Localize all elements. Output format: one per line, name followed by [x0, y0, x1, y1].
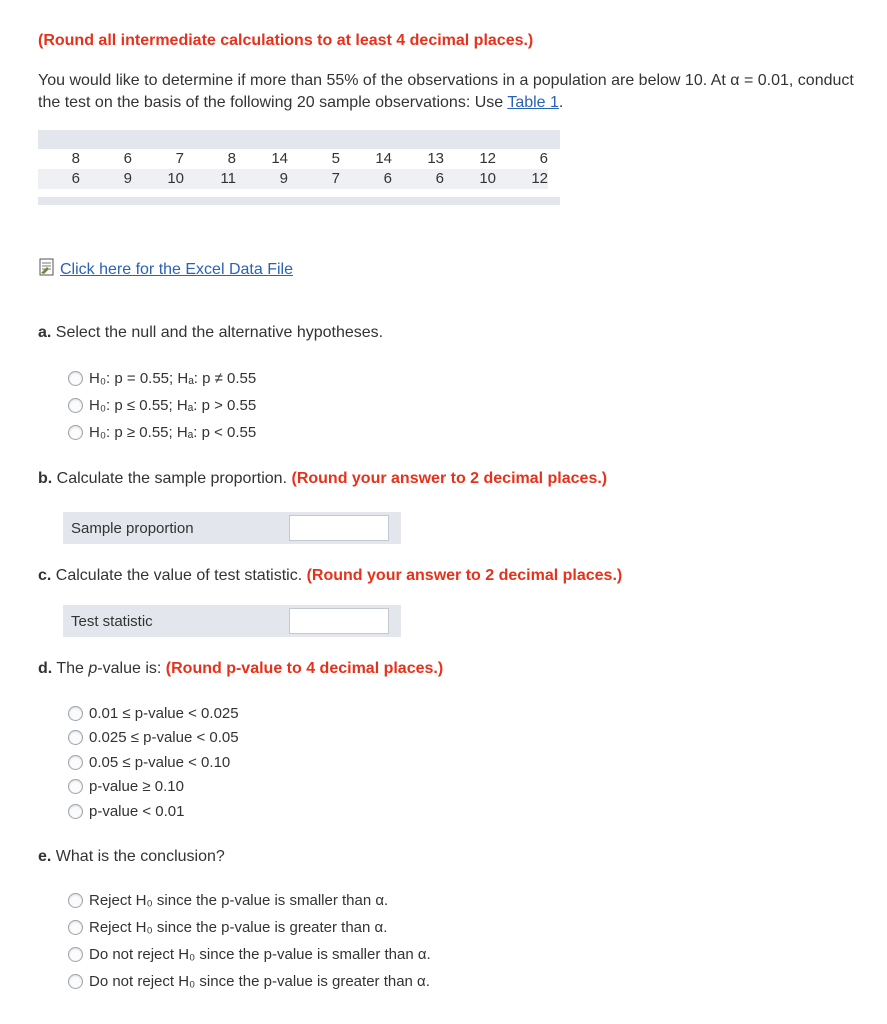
option-label: Reject H₀ since the p-value is greater than α.	[89, 918, 388, 936]
table-cell: 6	[38, 169, 80, 189]
part-d-label: d.	[38, 660, 53, 677]
table-cell: 12	[444, 149, 496, 169]
pvalue-option-1[interactable]	[68, 702, 239, 724]
pvalue-option-5[interactable]	[68, 800, 185, 822]
radio-button[interactable]	[68, 371, 83, 386]
conclusion-option-1[interactable]	[68, 889, 388, 911]
conclusion-option-3[interactable]	[68, 943, 431, 965]
excel-file-icon	[38, 258, 56, 281]
table-cell: 5	[288, 149, 340, 169]
option-label: Reject H₀ since the p-value is smaller than α.	[89, 891, 389, 909]
table-cell: 8	[184, 149, 236, 169]
part-b-label: b.	[38, 470, 53, 487]
part-b-question	[38, 470, 607, 488]
test-statistic-label: Test statistic	[71, 612, 153, 630]
option-label: H₀: p = 0.55; Hₐ: p ≠ 0.55	[89, 369, 257, 387]
part-e-text: What is the conclusion?	[55, 848, 225, 865]
conclusion-option-4[interactable]	[68, 970, 430, 992]
table-1-link[interactable]: Table 1	[507, 94, 559, 111]
rounding-instruction: (Round all intermediate calculations to at least 4 decimal places.)	[38, 32, 534, 49]
prompt-period: .	[558, 94, 564, 111]
radio-button[interactable]	[68, 947, 83, 962]
table-row	[38, 149, 548, 169]
part-b-note: (Round your answer to 2 decimal places.)	[291, 470, 608, 487]
table-cell: 6	[496, 149, 548, 169]
table-footer-band	[38, 197, 560, 205]
conclusion-option-2[interactable]	[68, 916, 387, 938]
option-label: H₀: p ≥ 0.55; Hₐ: p < 0.55	[89, 423, 257, 441]
radio-button[interactable]	[68, 755, 83, 770]
radio-button[interactable]	[68, 706, 83, 721]
radio-button[interactable]	[68, 804, 83, 819]
table-cell: 6	[392, 169, 444, 189]
part-b-text: Calculate the sample proportion.	[56, 470, 288, 487]
part-e-label: e.	[38, 848, 52, 865]
test-statistic-input[interactable]	[289, 608, 389, 634]
part-c-note: (Round your answer to 2 decimal places.)	[306, 567, 623, 584]
problem-prompt	[38, 70, 858, 114]
option-label: Do not reject H₀ since the p-value is smaller than α.	[89, 945, 431, 963]
sample-data-table	[38, 149, 548, 189]
part-d-text-suffix: -value is:	[97, 660, 162, 677]
pvalue-option-3[interactable]	[68, 751, 230, 773]
part-c-label: c.	[38, 567, 52, 584]
test-statistic-row	[63, 605, 401, 637]
table-cell: 7	[132, 149, 184, 169]
part-c-question	[38, 567, 622, 585]
hypothesis-option-1[interactable]	[68, 367, 256, 389]
hypothesis-option-3[interactable]	[68, 421, 256, 443]
table-cell: 14	[236, 149, 288, 169]
table-cell: 6	[340, 169, 392, 189]
sample-proportion-row	[63, 512, 401, 544]
option-label: 0.025 ≤ p-value < 0.05	[89, 728, 239, 746]
table-cell: 7	[288, 169, 340, 189]
table-cell: 9	[236, 169, 288, 189]
excel-data-link[interactable]	[38, 258, 293, 281]
table-cell: 10	[444, 169, 496, 189]
table-cell: 14	[340, 149, 392, 169]
table-cell: 9	[80, 169, 132, 189]
hypothesis-option-2[interactable]	[68, 394, 256, 416]
part-d-question	[38, 660, 443, 678]
table-row	[38, 169, 548, 189]
part-c-text: Calculate the value of test statistic.	[55, 567, 303, 584]
option-label: p-value < 0.01	[89, 802, 185, 820]
option-label: 0.01 ≤ p-value < 0.025	[89, 704, 239, 722]
table-header-band	[38, 130, 560, 149]
part-d-text-prefix: The	[56, 660, 89, 677]
table-cell: 12	[496, 169, 548, 189]
excel-link-text[interactable]: Click here for the Excel Data File	[60, 260, 293, 278]
part-d-note: (Round p-value to 4 decimal places.)	[165, 660, 444, 677]
option-label: p-value ≥ 0.10	[89, 777, 184, 795]
table-cell: 11	[184, 169, 236, 189]
radio-button[interactable]	[68, 425, 83, 440]
table-cell: 8	[38, 149, 80, 169]
radio-button[interactable]	[68, 779, 83, 794]
pvalue-option-2[interactable]	[68, 726, 239, 748]
sample-proportion-input[interactable]	[289, 515, 389, 541]
radio-button[interactable]	[68, 920, 83, 935]
table-cell: 13	[392, 149, 444, 169]
part-a-text: Select the null and the alternative hypotheses.	[55, 324, 384, 341]
prompt-text: You would like to determine if more than 55% of the observations in a population are below 10. At α = 0.01, conduct the test on the basis of the following 20 sample observations: Use	[38, 72, 854, 111]
option-label: Do not reject H₀ since the p-value is greater than α.	[89, 972, 430, 990]
part-a-question	[38, 324, 383, 342]
radio-button[interactable]	[68, 398, 83, 413]
radio-button[interactable]	[68, 974, 83, 989]
table-cell: 6	[80, 149, 132, 169]
option-label: 0.05 ≤ p-value < 0.10	[89, 753, 231, 771]
option-label: H₀: p ≤ 0.55; Hₐ: p > 0.55	[89, 396, 257, 414]
table-cell: 10	[132, 169, 184, 189]
part-e-question	[38, 848, 225, 866]
sample-proportion-label: Sample proportion	[71, 519, 194, 537]
radio-button[interactable]	[68, 893, 83, 908]
radio-button[interactable]	[68, 730, 83, 745]
pvalue-option-4[interactable]	[68, 775, 184, 797]
part-d-text-italic: p	[88, 660, 98, 677]
part-a-label: a.	[38, 324, 52, 341]
